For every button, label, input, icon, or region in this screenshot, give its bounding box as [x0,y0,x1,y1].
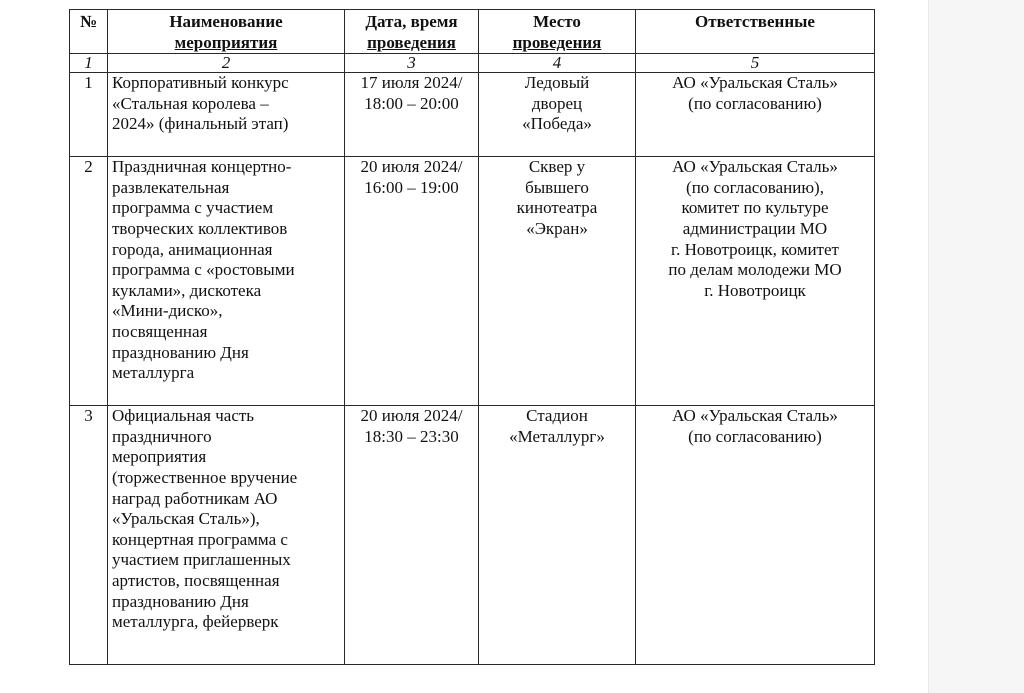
row-number: 1 [70,73,108,157]
responsible-cell: АО «Уральская Сталь» (по согласованию) [636,406,875,665]
date-time-cell: 17 июля 2024/ 18:00 – 20:00 [345,73,479,157]
column-number: 5 [636,54,875,73]
responsible-cell: АО «Уральская Сталь» (по согласованию) [636,73,875,157]
event-name-cell: Праздничная концертно- развлекательная программа с участием творческих коллективов города, анимационная программа с «ростовыми куклами», дискотека «Мини-диско», посвященная празднованию Дня металлурга [108,157,345,406]
date-time-cell: 20 июля 2024/ 16:00 – 19:00 [345,157,479,406]
row-number: 2 [70,157,108,406]
row-number: 3 [70,406,108,665]
table-row [70,73,875,157]
place-cell: Ледовый дворец «Победа» [479,73,636,157]
responsible-cell: АО «Уральская Сталь» (по согласованию), комитет по культуре администрации МО г. Новотроицк, комитет по делам молодежи МО г. Новотроицк [636,157,875,406]
column-number-row [70,54,875,73]
event-name-cell: Официальная часть праздничного мероприятия (торжественное вручение наград работникам АО «Уральская Сталь»), концертная программа с участием приглашенных артистов, посвященная празднованию Дня металлурга, фейерверк [108,406,345,665]
header-date-time: Дата, время проведения [345,10,479,54]
column-number: 3 [345,54,479,73]
column-number: 1 [70,54,108,73]
place-cell: Сквер у бывшего кинотеатра «Экран» [479,157,636,406]
table-header-row [70,10,875,54]
header-place: Место проведения [479,10,636,54]
column-number: 2 [108,54,345,73]
table-row [70,157,875,406]
page-margin-strip [928,0,1024,693]
header-responsible: Ответственные [636,10,875,54]
table-row [70,406,875,665]
header-number: № [70,10,108,54]
header-event-name: Наименование мероприятия [108,10,345,54]
column-number: 4 [479,54,636,73]
place-cell: Стадион «Металлург» [479,406,636,665]
date-time-cell: 20 июля 2024/ 18:30 – 23:30 [345,406,479,665]
event-name-cell: Корпоративный конкурс «Стальная королева – 2024» (финальный этап) [108,73,345,157]
events-table [69,9,875,665]
